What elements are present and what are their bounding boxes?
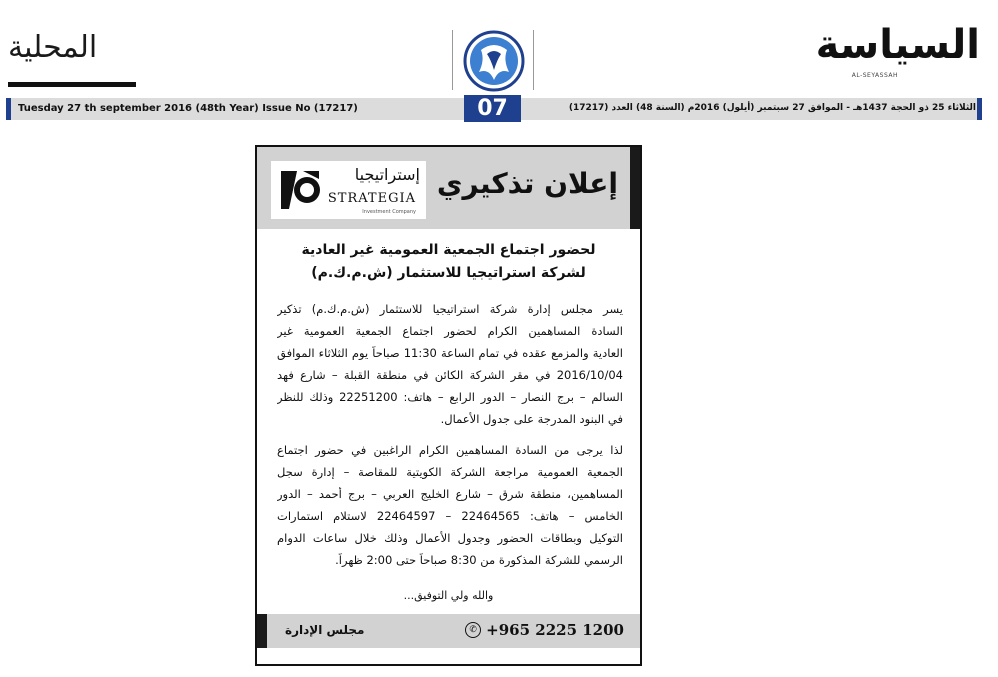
paragraph-2-line: التوكيل وبطاقات الحضور وجدول الأعمال وذلك خلال ساعات الدوام bbox=[277, 531, 623, 545]
closing-line: والله ولي التوفيق... bbox=[403, 589, 494, 602]
paragraph-2-line: المساهمين، منطقة شرق – شارع الخليج العربي – برج أحمد – الدور bbox=[277, 487, 623, 501]
reminder-notice bbox=[255, 145, 642, 666]
paragraph-1-line: 2016/10/04 في مقر الشركة الكائن في منطقة القبلة – شارع فهد bbox=[277, 368, 623, 382]
notice-subhead-line: لحضور اجتماع الجمعية العمومية غير العادية bbox=[301, 242, 596, 258]
newspaper-name: السياسة bbox=[815, 22, 980, 68]
notice-footer-bar bbox=[257, 614, 267, 648]
notice-footer bbox=[257, 614, 640, 648]
notice-header-bar bbox=[630, 147, 640, 229]
paragraph-2-line: الجمعية العمومية مراجعة الشركة الكويتية للمقاصة – إدارة سجل bbox=[277, 465, 623, 479]
newspaper-latin-name: AL-SEYASSAH bbox=[851, 72, 898, 79]
paragraph-1-line: العادية والمزمع عقده في تمام الساعة 11:30 صباحاً يوم الثلاثاء الموافق bbox=[277, 346, 623, 360]
contact-phone bbox=[465, 621, 624, 639]
company-logo bbox=[271, 161, 426, 219]
paragraph-2-line: الرسمي للشركة المذكورة من 8:30 صباحاً حتى 2:00 ظهراً. bbox=[335, 553, 623, 567]
issue-date-arabic: الثلاثاء 25 ذو الحجة 1437هـ - الموافق 27 سبتمبر (أيلول) 2016م (السنة 48) العدد (17217) bbox=[568, 103, 976, 113]
paragraph-2-line: الخامس – هاتف: 22464565 – 22464597 لاستلام استمارات bbox=[277, 509, 623, 523]
phone-number: +965 2225 1200 bbox=[486, 621, 624, 639]
notice-header bbox=[257, 147, 640, 229]
company-name-arabic: إستراتيجيا bbox=[354, 165, 420, 184]
phone-icon: ✆ bbox=[465, 622, 481, 638]
paragraph-2-line: لذا يرجى من السادة المساهمين الكرام الراغبين في حضور اجتماع bbox=[277, 443, 623, 457]
paragraph-1-line: السادة المساهمين الكرام لحضور اجتماع الجمعية العمومية غير bbox=[277, 324, 623, 338]
board-signature: مجلس الإدارة bbox=[285, 623, 365, 637]
header-divider-right bbox=[533, 30, 534, 90]
strategia-mark-icon bbox=[277, 165, 323, 215]
company-tagline: Investment Company bbox=[362, 209, 416, 215]
paragraph-1-line: يسر مجلس إدارة شركة استراتيجيا للاستثمار (ش.م.ك.م) تذكير bbox=[277, 302, 623, 316]
paragraph-1-line: في البنود المدرجة على جدول الأعمال. bbox=[440, 412, 623, 426]
paragraph-1-line: السالم – برج النصار – الدور الرابع – هاتف: 22251200 وذلك للنظر bbox=[277, 390, 623, 404]
page-number: 07 bbox=[464, 95, 521, 122]
notice-title: إعلان تذكيري bbox=[436, 167, 618, 200]
notice-subhead-line: لشركة استراتيجيا للاستثمار (ش.م.ك.م) bbox=[311, 265, 586, 281]
header-divider-left bbox=[452, 30, 453, 90]
date-strip-marker-right bbox=[977, 98, 982, 120]
section-underline bbox=[8, 82, 136, 87]
section-title: المحلية bbox=[8, 30, 98, 65]
issue-date-english: Tuesday 27 th september 2016 (48th Year) Issue No (17217) bbox=[18, 103, 358, 114]
company-name-english: STRATEGIA bbox=[327, 191, 416, 206]
date-strip-marker-left bbox=[6, 98, 11, 120]
falcon-logo-icon bbox=[463, 30, 525, 92]
